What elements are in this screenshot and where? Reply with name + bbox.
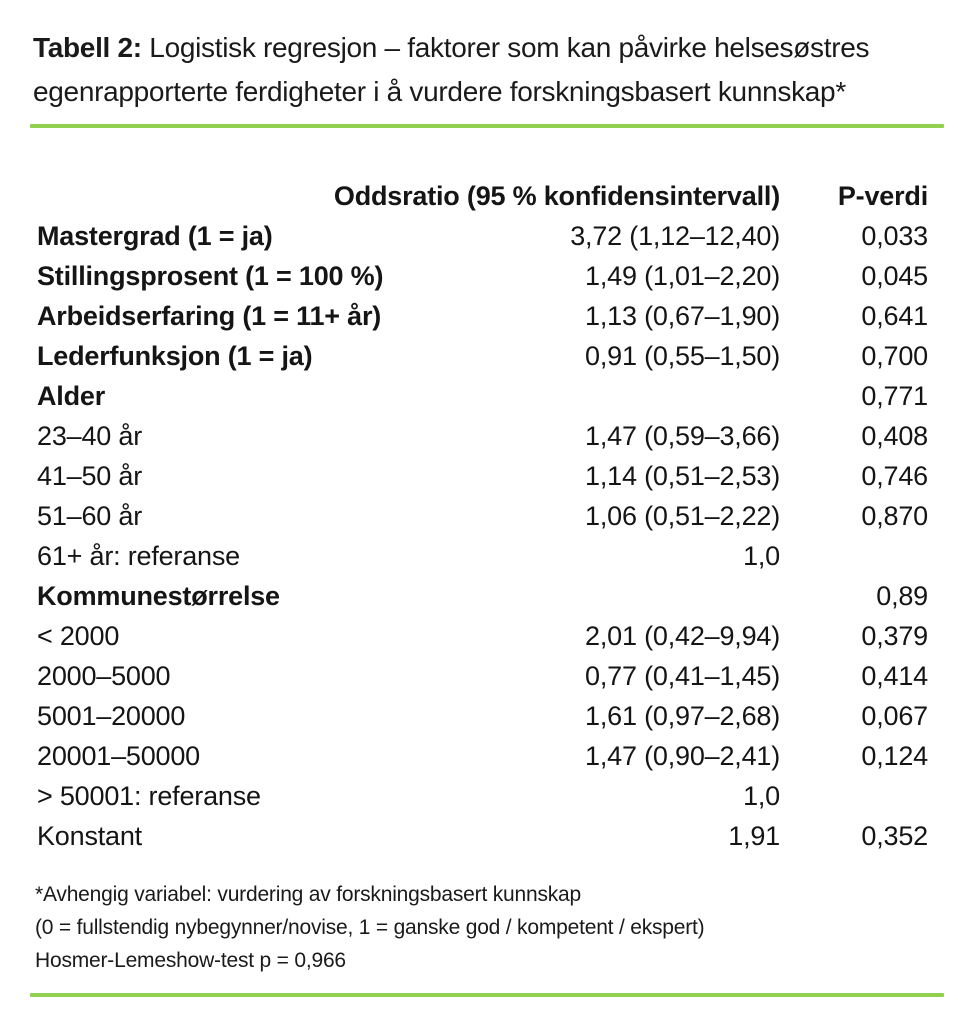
table-row-alder [30,376,928,416]
table-title-text: Logistisk regresjon – faktorer som kan påvirke helsesøstres [141,32,870,63]
variable-label: 61+ år: referanse [37,540,240,571]
oddsratio-value: 1,13 (0,67–1,90) [585,300,780,331]
pvalue-value: 0,379 [861,620,928,651]
oddsratio-value: 1,91 [728,820,780,851]
table-row-mastergrad [30,216,928,256]
table-row-kommune-under-2000 [30,616,928,656]
table-title-label: Tabell 2: [33,32,142,63]
pvalue-value: 0,870 [861,500,928,531]
variable-label: > 50001: referanse [37,780,261,811]
pvalue-value: 0,414 [861,660,928,691]
footnote-dependent-variable: *Avhengig variabel: vurdering av forskningsbasert kunnskap [35,883,582,906]
pvalue-value: 0,045 [861,260,928,291]
regression-table [30,176,928,856]
oddsratio-value: 1,47 (0,59–3,66) [585,420,780,451]
table-row-alder-41-50 [30,456,928,496]
pvalue-value: 0,124 [861,740,928,771]
table-row-arbeidserfaring [30,296,928,336]
variable-label: 2000–5000 [37,660,171,691]
table-title-line2: egenrapporterte ferdigheter i å vurdere forskningsbasert kunnskap* [33,76,846,107]
table-row-lederfunksjon [30,336,928,376]
pvalue-value: 0,352 [861,820,928,851]
oddsratio-value: 1,61 (0,97–2,68) [585,700,780,731]
footnote-coding: (0 = fullstendig nybegynner/novise, 1 = ganske god / kompetent / ekspert) [35,916,705,939]
oddsratio-value: 1,47 (0,90–2,41) [585,740,780,771]
pvalue-value: 0,033 [861,220,928,251]
variable-label: < 2000 [37,620,120,651]
variable-label: 20001–50000 [37,740,200,771]
oddsratio-value: 0,77 (0,41–1,45) [585,660,780,691]
variable-label: Arbeidserfaring (1 = 11+ år) [37,300,382,331]
header-pvalue: P-verdi [837,180,928,211]
pvalue-value: 0,641 [861,300,928,331]
pvalue-value: 0,700 [861,340,928,371]
variable-label: 51–60 år [37,500,142,531]
table-row-stillingsprosent [30,256,928,296]
pvalue-value: 0,771 [861,380,928,411]
variable-label: Konstant [37,820,142,851]
variable-label: Kommunestørrelse [37,580,280,611]
variable-label: Alder [37,380,106,411]
pvalue-value: 0,408 [861,420,928,451]
variable-label: 23–40 år [37,420,142,451]
table-row-konstant [30,816,928,856]
footnotes [35,878,944,977]
oddsratio-value: 1,06 (0,51–2,22) [585,500,780,531]
variable-label: Lederfunksjon (1 = ja) [37,340,313,371]
pvalue-value: 0,067 [861,700,928,731]
table-header-row [30,176,928,216]
table-row-kommunestorrelse [30,576,928,616]
table-row-alder-23-40 [30,416,928,456]
table-title-line1 [33,26,944,70]
header-oddsratio: Oddsratio (95 % konfidensintervall) [333,180,780,211]
pvalue-value: 0,746 [861,460,928,491]
variable-label: Stillingsprosent (1 = 100 %) [37,260,384,291]
pvalue-value: 0,89 [876,580,928,611]
table-row-kommune-referanse [30,776,928,816]
table-row-alder-referanse [30,536,928,576]
oddsratio-value: 1,0 [743,540,780,571]
oddsratio-value: 0,91 (0,55–1,50) [585,340,780,371]
variable-label: 5001–20000 [37,700,186,731]
oddsratio-value: 3,72 (1,12–12,40) [570,220,780,251]
table-row-kommune-5001-20000 [30,696,928,736]
table-row-kommune-20001-50000 [30,736,928,776]
variable-label: 41–50 år [37,460,142,491]
oddsratio-value: 1,14 (0,51–2,53) [585,460,780,491]
oddsratio-value: 1,0 [743,780,780,811]
table-figure [30,0,944,997]
variable-label: Mastergrad (1 = ja) [37,220,273,251]
footnote-hosmer-lemeshow: Hosmer-Lemeshow-test p = 0,966 [35,949,346,972]
table-row-kommune-2000-5000 [30,656,928,696]
oddsratio-value: 2,01 (0,42–9,94) [585,620,780,651]
oddsratio-value: 1,49 (1,01–2,20) [585,260,780,291]
table-title [33,26,944,114]
table-row-alder-51-60 [30,496,928,536]
bottom-divider [30,993,944,997]
top-divider [30,124,944,128]
